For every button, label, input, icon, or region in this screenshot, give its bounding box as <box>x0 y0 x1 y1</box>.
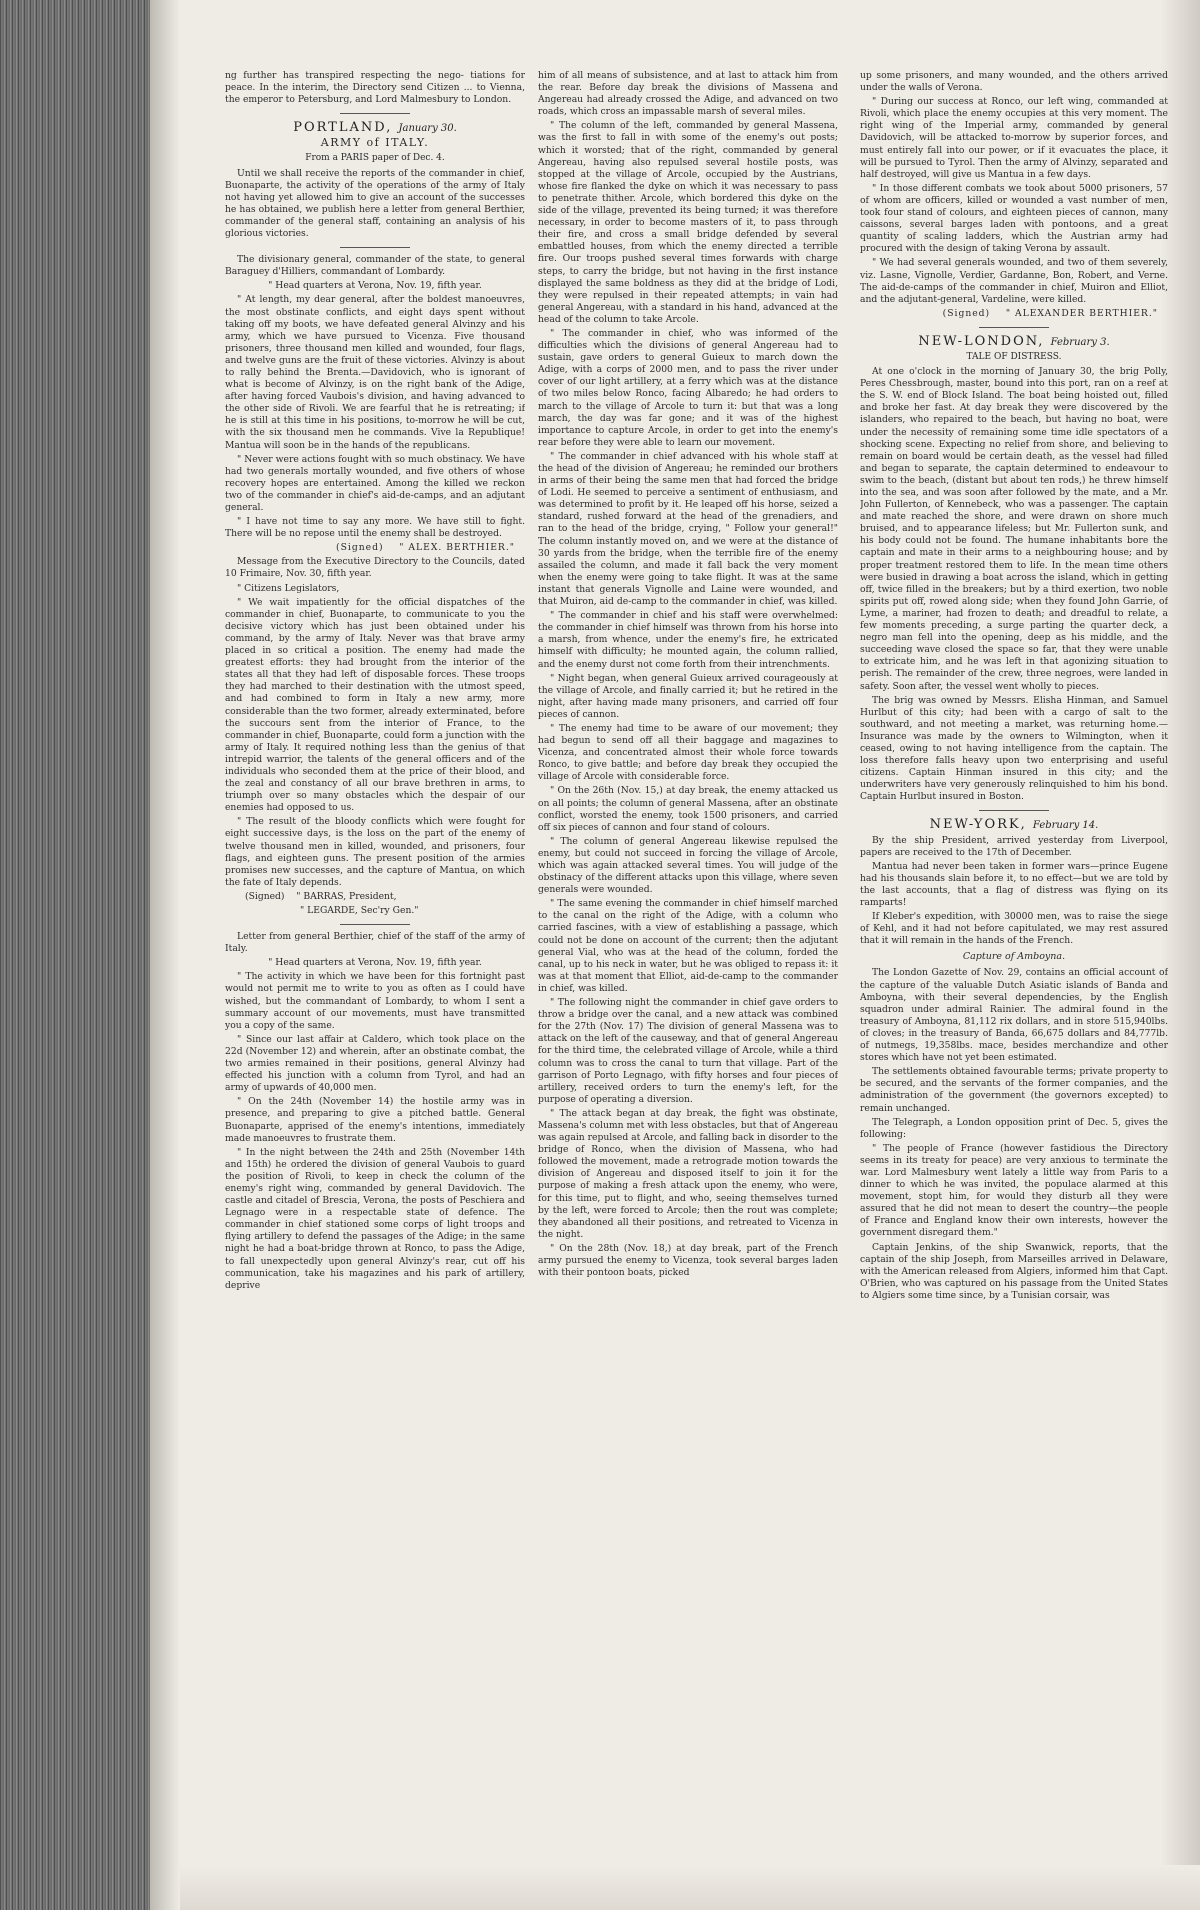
article-paragraph: The brig was owned by Messrs. Elisha Hinman, and Samuel Hurlbut of this city; had been with a cargo of salt to the southward, and not meeting a market, was returning home.—Insurance was made by the owners to Wilmington, when it ceased, owing to not having intelligence from the captain. The loss therefore falls heavy upon two enterprising and useful citizens. Captain Hinman insured in this city; and the underwriters have very generously relinquished to him his bond. Captain Hurlbut insured in Boston. <box>860 694 1168 803</box>
page-bottom-margin <box>180 1865 1200 1910</box>
message-paragraph: " The result of the bloody conflicts which were fought for eight successive days, is the loss on the part of the enemy of twelve thousand men in killed, wounded, and prisoners, four flags, and eighteen guns. The present position of the armies promises new successes, and the capture of Mantua, on which the fate of Italy depends. <box>225 816 525 888</box>
army-of-italy-heading: ARMY of ITALY. <box>320 136 430 150</box>
intro-paragraph: ng further has transpired respecting the nego- tiations for peace. In the interim, the Directory send Citizen ... to Vienna, the emperor to Petersburg, and Lord Malmesbury to London. <box>225 70 525 106</box>
letter-paragraph: " Since our last affair at Caldero, which took place on the 22d (November 12) and wherein, after an obstinate combat, the two armies remained in their positions, general Alvinzy had effected his junction with a column from Tyrol, and had an army of upwards of 40,000 men. <box>225 1033 525 1094</box>
message-salutation: " Citizens Legislators, <box>237 582 340 594</box>
source-note: From a PARIS paper of Dec. 4. <box>305 153 445 164</box>
article-paragraph: By the ship President, arrived yesterday from Liverpool, papers are received to the 17th of December. <box>860 834 1168 858</box>
page-binding-edge <box>0 0 150 1910</box>
message-heading: Message from the Executive Directory to the Councils, dated 10 Frimaire, Nov. 30, fifth year. <box>225 556 525 580</box>
article-paragraph: " The same evening the commander in chief himself marched to the canal on the right of the Adige, with a column who carried fascines, with a view of establishing a passage, which could not be done on account of the current; then the adjutant general Vial, who was at the head of the column, forded the canal, up to his neck in water, but he was obliged to repass it: it was at that moment that Elliot, aid-de-camp to the commander in chief, was killed. <box>538 898 838 994</box>
column-1 <box>225 70 525 1860</box>
article-paragraph: The divisionary general, commander of the state, to general Baraguey d'Hilliers, commandant of Lombardy. <box>225 254 525 278</box>
letter-paragraph: " The activity in which we have been for this fortnight past would not permit me to write to you as often as I could have wished, but the commandant of Lombardy, to whom I sent a summary account of our movements, must have transmitted you a copy of the same. <box>225 971 525 1031</box>
article-paragraph: " On the 28th (Nov. 18,) at day break, part of the French army pursued the enemy to Vicenza, took several barges laden with their pontoon boats, picked <box>538 1242 838 1279</box>
column-rule <box>979 327 1049 328</box>
letter-paragraph: " I have not time to say any more. We have still to fight. There will be no repose until the enemy shall be destroyed. <box>225 516 525 540</box>
headquarters-line: " Head quarters at Verona, Nov. 19, fifth year. <box>268 957 482 969</box>
article-paragraph: " The commander in chief, who was informed of the difficulties which the divisions of general Angereau had to sustain, gave orders to general Guieux to march down the Adige, with a corps of 2000 men, and to pass the river under cover of our light artillery, at a ferry which was at the distance of two miles below Ronco, facing Albaredo; he had orders to march to the village of Arcole to turn it: but that was a long march, the day was far gone; and it was of the highest importance to capture Arcole, in order to get into the enemy's rear before they were able to learn our movement. <box>538 327 838 448</box>
signature-legarde: " LEGARDE, Sec'ry Gen." <box>300 905 419 916</box>
tale-of-distress-heading: TALE OF DISTRESS. <box>966 351 1062 362</box>
article-paragraph: " In those different combats we took about 5000 prisoners, 57 of whom are officers, killed or wounded a vast number of men, took four stand of colours, and eighteen pieces of cannon, many caissons, several barges laden with pontoons, and a great quantity of scaling ladders, which the Austrian army had procured with the design of taking Verona by assault. <box>860 182 1168 255</box>
new-york-dateline: NEW-YORK, February 14. <box>929 817 1099 833</box>
article-paragraph: The London Gazette of Nov. 29, contains an official account of the capture of the valuable Dutch Asiatic islands of Banda and Amboyna, with their several dependencies, by the English squadron under admiral Rainier. The admiral found in the treasury of Amboyna, 81,112 rix dollars, and in store 515,940lbs. of cloves; in the treasury of Banda, 66,675 dollars and 84,777lb. of nutmegs, 19,358lbs. mace, besides merchandize and other stores which have not yet been estimated. <box>860 967 1168 1064</box>
article-paragraph: Mantua had never been taken in former wars—prince Eugene had his thousands slain before it, to no effect—but we are told by the last accounts, that a flag of distress was flying on its ramparts! <box>860 860 1168 908</box>
column-rule <box>340 924 410 925</box>
article-paragraph: " The commander in chief and his staff were overwhelmed: the commander in chief himself was thrown from his horse into a marsh, from whence, under the enemy's fire, he extricated himself with difficulty; he mounted again, the column rallied, and the enemy durst not come forth from their intrenchments. <box>538 610 838 670</box>
article-paragraph: " The column of the left, commanded by general Massena, was the first to fall in with some of the enemy's out posts; which it worsted; that of the right, commanded by general Angereau, having also repulsed several hostile posts, was stopped at the village of Arcole, occupied by the Austrians, whose fire flanked the dyke on which it was necessary to pass to penetrate thither. Arcole, which bordered this dyke on the side of the village, prevented its being turned; it was therefore necessary, in order to become masters of it, to pass through their fire, and cross a small bridge defended by several embattled houses, from which the enemy directed a terrible fire. Our troops pushed several times forwards with charge steps, to carry the bridge, but not having in the first instance displayed the same boldness as they did at the bridge of Lodi, they were repulsed in their repeated attempts; in vain had general Angereau, with a standard in his hand, advanced at the head of the column to take Arcole. <box>538 120 838 325</box>
article-paragraph: Until we shall receive the reports of the commander in chief, Buonaparte, the activity of the operations of the army of Italy not having yet allowed him to give an account of the successes he has obtained, we publish here a letter from general Berthier, commander of the general staff, containing an analysis of his glorious victories. <box>225 167 525 240</box>
page-gutter-shadow <box>150 0 180 1910</box>
article-paragraph: " The column of general Angereau likewise repulsed the enemy, but could not succeed in forcing the village of Arcole, which was again attacked several times. You will judge of the obstinacy of the different attacks upon this village, where seven generals were wounded. <box>538 835 838 896</box>
column-2 <box>538 70 838 1860</box>
letter-heading: Letter from general Berthier, chief of the staff of the army of Italy. <box>225 931 525 955</box>
portland-dateline: PORTLAND, January 30. <box>293 120 457 136</box>
column-rule <box>340 113 410 114</box>
signature-alexander-berthier: (Signed) " ALEXANDER BERTHIER." <box>942 307 1158 319</box>
new-london-dateline: NEW-LONDON, February 3. <box>918 333 1110 349</box>
column-3 <box>860 70 1168 1860</box>
article-paragraph: " The people of France (however fastidious the Directory seems in its treaty for peace) are very anxious to terminate the war. Lord Malmesbury went lately a little way from Paris to a dinner to which he was invited, the populace alarmed at this movement, stopt him, for would they disturb all they were assured that he did not mean to desert the country—the people of France and England know their own interests, however the government disregard them." <box>860 1142 1168 1239</box>
article-paragraph: up some prisoners, and many wounded, and the others arrived under the walls of Verona. <box>860 70 1168 94</box>
signature-barras: (Signed) " BARRAS, President, <box>245 890 397 902</box>
letter-paragraph: " At length, my dear general, after the boldest manoeuvres, the most obstinate conflicts, and eight days spent without taking off my boots, we have defeated general Alvinzy and his army, which we have pursued to Vicenza. Five thousand prisoners, three thousand men killed and wounded, four flags, and twelve guns are the fruit of these victories. Alvinzy is about to rally behind the Brenta.—Davidovich, who is ignorant of what is become of Alvinzy, is on the right bank of the Adige, after having forced Vaubois's division, and having advanced to the other side of Rivoli. We are fearful that he is retreating; if he is still at this time in his positions, to-morrow he will be cut, with the six thousand men he commands. Vive la Republique! Mantua will soon be in the hands of the republicans. <box>225 294 525 451</box>
capture-of-amboyna-heading: Capture of Amboyna. <box>962 951 1066 963</box>
article-paragraph: him of all means of subsistence, and at last to attack him from the rear. Before day break the divisions of Massena and Angereau had already crossed the Adige, and advanced on two roads, which cross an impassable marsh of several miles. <box>538 70 838 118</box>
article-paragraph: " On the 26th (Nov. 15,) at day break, the enemy attacked us on all points; the column of general Massena, after an obstinate conflict, worsted the enemy, took 1500 prisoners, and carried off six pieces of cannon and four stand of colours. <box>538 785 838 833</box>
article-paragraph: " We had several generals wounded, and two of them severely, viz. Lasne, Vignolle, Verdier, Gardanne, Bon, Robert, and Verne. The aid-de-camps of the commander in chief, Muiron and Elliot, and the adjutant-general, Vardeline, were killed. <box>860 257 1168 305</box>
article-paragraph: " Night began, when general Guieux arrived courageously at the village of Arcole, and finally carried it; but he retired in the night, after having made many prisoners, and carried off four pieces of cannon. <box>538 672 838 720</box>
article-paragraph: The settlements obtained favourable terms; private property to be secured, and the servants of the former companies, and the administration of the government (the governors excepted) to remain unchanged. <box>860 1066 1168 1114</box>
article-paragraph: If Kleber's expedition, with 30000 men, was to raise the siege of Kehl, and it had not before capitulated, we may rest assured that it will remain in the hands of the French. <box>860 911 1168 947</box>
letter-paragraph: " On the 24th (November 14) the hostile army was in presence, and preparing to give a pitched battle. General Buonaparte, apprised of the enemy's intentions, immediately made manoeuvres to frustrate them. <box>225 1096 525 1144</box>
column-rule <box>979 810 1049 811</box>
headquarters-line: " Head quarters at Verona, Nov. 19, fifth year. <box>268 280 482 292</box>
article-paragraph: " The commander in chief advanced with his whole staff at the head of the division of Angereau; he reminded our brothers in arms of their being the same men that had forced the bridge of Lodi. He seemed to perceive a sentiment of enthusiasm, and was determined to profit by it. He leaped off his horse, seized a standard, rushed forward at the head of the grenadiers, and ran to the head of the bridge, crying, " Follow your general!" The column instantly moved on, and we were at the distance of 30 yards from the bridge, when the terrible fire of the enemy assailed the column, and made it fall back the very moment when the enemy were going to take flight. It was at the same instant that generals Vignolle and Laine were wounded, and that Muiron, aid de-camp to the commander in chief, was killed. <box>538 450 838 608</box>
column-rule <box>340 247 410 248</box>
article-paragraph: " The following night the commander in chief gave orders to throw a bridge over the canal, and a new attack was combined for the 27th (Nov. 17) The division of general Massena was to attack on the left of the causeway, and that of general Angereau for the third time, the celebrated village of Arcole, while a third column was to cross the canal to turn that village. Part of the garrison of Porto Legnago, with fifty horses and four pieces of artillery, received orders to turn the enemy's left, for the purpose of operating a diversion. <box>538 997 838 1105</box>
article-paragraph: At one o'clock in the morning of January 30, the brig Polly, Peres Chessbrough, master, bound into this port, ran on a reef at the S. W. end of Block Island. The boat being hoisted out, filled and broke her fast. At day break they were discovered by the islanders, who repaired to the beach, but having no boat, were under the necessity of remaining some time idle spectators of a shocking scene. Expecting no relief from shore, and believing to remain on board would be certain death, as the vessel had filled and began to separate, the captain determined to endeavour to swim to the beach, (distant but about ten rods,) he threw himself into the sea, and was soon after followed by the mate, and a Mr. John Fullerton, of Kennebeck, who was a passenger. The captain and mate reached the shore, and were drawn on shore much bruised, and to appearance lifeless; but Mr. Fullerton sunk, and his body could not be found. The humane inhabitants bore the captain and mate in their arms to a neighbouring house; and by proper treatment restored them to life. In the mean time others were busied in drawing a boat across the island, which in getting off, twice filled in the breakers; but by a third exertion, two noble spirits put off, rowed along side; when they found John Garrie, of Lyme, a mariner, had frozen to death; and dreadful to relate, a few moments preceding, a surge parting the quarter deck, a negro man fell into the opening, deep as his middle, and the succeeding wave closed the space so far, that they were unable to extricate him, and he was left in that agonizing situation to perish. The remainder of the crew, three negroes, were landed in safety. Soon after, the vessel went wholly to pieces. <box>860 366 1168 692</box>
article-paragraph: The Telegraph, a London opposition print of Dec. 5, gives the following: <box>860 1116 1168 1140</box>
article-paragraph: " The enemy had time to be aware of our movement; they had begun to send off all their baggage and magazines to Vicenza, and concentrated almost their whole force towards Ronco, to give battle; and before day break they occupied the village of Arcole with considerable force. <box>538 722 838 783</box>
article-paragraph: Captain Jenkins, of the ship Swanwick, reports, that the captain of the ship Joseph, from Marseilles arrived in Delaware, with the American released from Algiers, informed him that Capt. O'Brien, who was captured on his passage from the United States to Algiers some time since, by a Tunisian corsair, was <box>860 1241 1168 1301</box>
article-paragraph: " During our success at Ronco, our left wing, commanded at Rivoli, which place the enemy occupies at this very moment. The right wing of the Imperial army, commanded by general Davidovich, will be attacked to-morrow by superior forces, and must entirely fall into our power, or if it evacuates the place, it will be pursued to Tyrol. Then the army of Alvinzy, separated and half destroyed, will give us Mantua in a few days. <box>860 96 1168 180</box>
message-paragraph: " We wait impatiently for the official dispatches of the commander in chief, Buonaparte, to communicate to you the decisive victory which has just been obtained under his command, by the army of Italy. Never was that brave army placed in so critical a position. The enemy had made the greatest efforts: they had brought from the interior of the states all that they had left of disposable forces. These troops they had marched to their destination with the utmost speed, and had combined to form in Italy a new army, more considerable than the two former, already exterminated, before the succours sent from the interior of France, to the commander in chief, Buonaparte, could form a junction with the army of Italy. It required nothing less than the genius of that intrepid warrior, the talents of the general officers and of the individuals who seconded them at the price of their blood, and the zeal and constancy of all our brave brethren in arms, to triumph over so many obstacles which the despair of our enemies had opposed to us. <box>225 596 525 814</box>
signature-berthier: (Signed) " ALEX. BERTHIER." <box>336 542 515 554</box>
letter-paragraph: " In the night between the 24th and 25th (November 14th and 15th) he ordered the division of general Vaubois to guard the position of Rivoli, to keep in check the column of the enemy's right wing, commanded by general Davidovich. The castle and citadel of Brescia, Verona, the posts of Peschiera and Legnago were in a respectable state of defence. The commander in chief stationed some corps of light troops and flying artillery to defend the passages of the Adige; in the same night he had a boat-bridge thrown at Ronco, to pass the Adige, to fall unexpectedly upon general Alvinzy's rear, cut off his communication, take his magazines and his park of artillery, deprive <box>225 1146 525 1291</box>
letter-paragraph: " Never were actions fought with so much obstinacy. We have had two generals mortally wounded, and five others of whose recovery hopes are entertained. Among the killed we reckon two of the commander in chief's aid-de-camps, and an adjutant general. <box>225 453 525 513</box>
article-paragraph: " The attack began at day break, the fight was obstinate, Massena's column met with less obstacles, but that of Angereau was again repulsed at Arcole, and falling back in disorder to the bridge of Ronco, when the division of Massena, who had followed the movement, made a retrograde motion towards the division of Angereau and disposed itself to join it for the purpose of making a fresh attack upon the enemy, who were, for this time, put to flight, and who, seeing themselves turned by the left, were forced to Arcole; then the rout was complete; they abandoned all their positions, and retreated to Vicenza in the night. <box>538 1107 838 1240</box>
